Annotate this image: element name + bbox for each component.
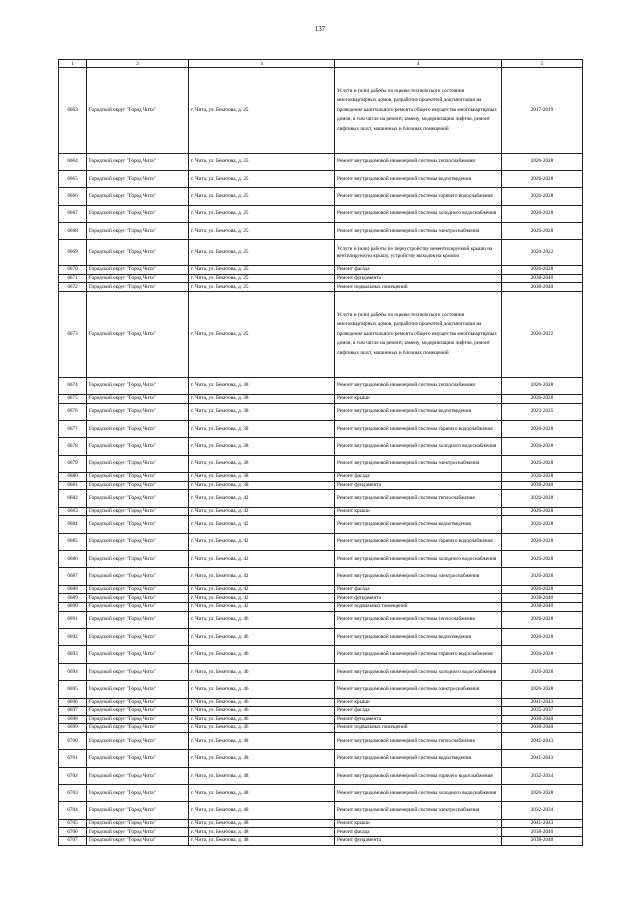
table-row xyxy=(59,283,583,292)
cell-municipality: Городской округ "Город Чита" xyxy=(87,223,189,240)
cell-number: 6664 xyxy=(59,153,87,170)
table-row xyxy=(59,785,583,802)
cell-number: 6691 xyxy=(59,611,87,628)
cell-municipality: Городской округ "Город Чита" xyxy=(87,732,189,749)
table-row xyxy=(59,611,583,628)
cell-number: 6682 xyxy=(59,490,87,507)
cell-number: 6702 xyxy=(59,767,87,784)
cell-municipality: Городской округ "Город Чита" xyxy=(87,594,189,603)
table-row xyxy=(59,585,583,594)
cell-period: 2026-2028 xyxy=(502,568,583,585)
table-row xyxy=(59,223,583,240)
cell-address: г. Чита, ул. Бекетова, д. 25 xyxy=(189,205,335,222)
cell-number: 6671 xyxy=(59,274,87,283)
cell-work-type: Ремонт внутридомовой инженерной системы водоотведения xyxy=(335,170,502,187)
cell-number: 6684 xyxy=(59,516,87,533)
cell-period: 2026-2028 xyxy=(502,785,583,802)
cell-number: 6700 xyxy=(59,732,87,749)
cell-municipality: Городской округ "Город Чита" xyxy=(87,568,189,585)
cell-work-type: Ремонт внутридомовой инженерной системы теплоснабжения xyxy=(335,377,502,394)
table-row xyxy=(59,490,583,507)
cell-address: г. Чита, ул. Бекетова, д. 48 xyxy=(189,837,335,846)
cell-address: г. Чита, ул. Бекетова, д. 25 xyxy=(189,188,335,205)
cell-address: г. Чита, ул. Бекетова, д. 25 xyxy=(189,170,335,187)
cell-period: 2026-2028 xyxy=(502,455,583,472)
cell-period: 2038-2040 xyxy=(502,715,583,724)
cell-period: 2038-2040 xyxy=(502,481,583,490)
cell-period: 2020-2022 xyxy=(502,240,583,266)
cell-address: г. Чита, ул. Бекетова, д. 46 xyxy=(189,715,335,724)
cell-work-type: Ремонт внутридомовой инженерной системы холодного водоснабжения xyxy=(335,663,502,680)
cell-number: 6701 xyxy=(59,750,87,767)
cell-period: 2023-2025 xyxy=(502,403,583,420)
cell-address: г. Чита, ул. Бекетова, д. 25 xyxy=(189,68,335,154)
cell-municipality: Городской округ "Город Чита" xyxy=(87,438,189,455)
cell-number: 6686 xyxy=(59,551,87,568)
cell-municipality: Городской округ "Город Чита" xyxy=(87,490,189,507)
table-body xyxy=(59,68,583,846)
table-row xyxy=(59,205,583,222)
cell-work-type: Ремонт фасада xyxy=(335,266,502,275)
cell-period: 2026-2028 xyxy=(502,663,583,680)
table-row xyxy=(59,170,583,187)
cell-period: 2020-2022 xyxy=(502,292,583,378)
cell-number: 6669 xyxy=(59,240,87,266)
cell-number: 6676 xyxy=(59,403,87,420)
cell-number: 6679 xyxy=(59,455,87,472)
cell-number: 6685 xyxy=(59,533,87,550)
cell-work-type: Ремонт внутридомовой инженерной системы водоотведения xyxy=(335,516,502,533)
cell-address: г. Чита, ул. Бекетова, д. 48 xyxy=(189,750,335,767)
table-row xyxy=(59,750,583,767)
cell-address: г. Чита, ул. Бекетова, д. 25 xyxy=(189,292,335,378)
cell-number: 6675 xyxy=(59,394,87,403)
cell-period: 2041-2043 xyxy=(502,819,583,828)
cell-work-type: Ремонт внутридомовой инженерной системы электроснабжения xyxy=(335,223,502,240)
cell-period: 2038-2040 xyxy=(502,603,583,612)
table-row xyxy=(59,646,583,663)
cell-work-type: Ремонт фасада xyxy=(335,828,502,837)
cell-address: г. Чита, ул. Бекетова, д. 46 xyxy=(189,663,335,680)
cell-municipality: Городской округ "Город Чита" xyxy=(87,507,189,516)
cell-number: 6663 xyxy=(59,68,87,154)
table-row xyxy=(59,403,583,420)
table-row xyxy=(59,767,583,784)
cell-municipality: Городской округ "Город Чита" xyxy=(87,188,189,205)
cell-work-type: Ремонт фундамента xyxy=(335,274,502,283)
cell-number: 6699 xyxy=(59,724,87,733)
cell-work-type: Ремонт фундамента xyxy=(335,715,502,724)
cell-address: г. Чита, ул. Бекетова, д. 38 xyxy=(189,394,335,403)
cell-number: 6678 xyxy=(59,438,87,455)
cell-period: 2026-2028 xyxy=(502,438,583,455)
cell-number: 6707 xyxy=(59,837,87,846)
cell-municipality: Городской округ "Город Чита" xyxy=(87,698,189,707)
cell-address: г. Чита, ул. Бекетова, д. 38 xyxy=(189,473,335,482)
cell-municipality: Городской округ "Город Чита" xyxy=(87,170,189,187)
cell-number: 6693 xyxy=(59,646,87,663)
cell-period: 2026-2028 xyxy=(502,646,583,663)
cell-number: 6689 xyxy=(59,594,87,603)
cell-work-type: Ремонт подвальных помещений xyxy=(335,603,502,612)
cell-number: 6703 xyxy=(59,785,87,802)
cell-number: 6672 xyxy=(59,283,87,292)
cell-municipality: Городской округ "Город Чита" xyxy=(87,420,189,437)
page-number: 137 xyxy=(314,25,326,33)
table-row xyxy=(59,473,583,482)
cell-address: г. Чита, ул. Бекетова, д. 42 xyxy=(189,551,335,568)
cell-period: 2041-2043 xyxy=(502,732,583,749)
cell-work-type: Ремонт фундамента xyxy=(335,594,502,603)
cell-number: 6667 xyxy=(59,205,87,222)
cell-work-type: Ремонт внутридомовой инженерной системы водоотведения xyxy=(335,628,502,645)
cell-address: г. Чита, ул. Бекетова, д. 38 xyxy=(189,420,335,437)
cell-number: 6692 xyxy=(59,628,87,645)
cell-municipality: Городской округ "Город Чита" xyxy=(87,551,189,568)
cell-period: 2026-2028 xyxy=(502,266,583,275)
cell-number: 6690 xyxy=(59,603,87,612)
column-header-address: 3 xyxy=(189,60,335,68)
column-header-period: 5 xyxy=(502,60,583,68)
cell-number: 6681 xyxy=(59,481,87,490)
cell-period: 2026-2028 xyxy=(502,551,583,568)
cell-municipality: Городской округ "Город Чита" xyxy=(87,283,189,292)
cell-work-type: Ремонт фасада xyxy=(335,707,502,716)
table-row xyxy=(59,533,583,550)
cell-address: г. Чита, ул. Бекетова, д. 25 xyxy=(189,283,335,292)
cell-municipality: Городской округ "Город Чита" xyxy=(87,681,189,698)
cell-period: 2017-2019 xyxy=(502,68,583,154)
cell-municipality: Городской округ "Город Чита" xyxy=(87,153,189,170)
cell-work-type: Ремонт внутридомовой инженерной системы холодного водоснабжения xyxy=(335,205,502,222)
cell-number: 6705 xyxy=(59,819,87,828)
column-header-municipality: 2 xyxy=(87,60,189,68)
cell-work-type: Ремонт крыши xyxy=(335,507,502,516)
cell-municipality: Городской округ "Город Чита" xyxy=(87,394,189,403)
cell-municipality: Городской округ "Город Чита" xyxy=(87,240,189,266)
cell-municipality: Городской округ "Город Чита" xyxy=(87,724,189,733)
cell-address: г. Чита, ул. Бекетова, д. 42 xyxy=(189,585,335,594)
cell-work-type: Ремонт внутридомовой инженерной системы теплоснабжения xyxy=(335,490,502,507)
cell-work-type: Ремонт крыши xyxy=(335,819,502,828)
cell-address: г. Чита, ул. Бекетова, д. 38 xyxy=(189,377,335,394)
cell-number: 6696 xyxy=(59,698,87,707)
table-row xyxy=(59,681,583,698)
cell-municipality: Городской округ "Город Чита" xyxy=(87,481,189,490)
cell-number: 6680 xyxy=(59,473,87,482)
cell-municipality: Городской округ "Город Чита" xyxy=(87,646,189,663)
cell-number: 6674 xyxy=(59,377,87,394)
cell-address: г. Чита, ул. Бекетова, д. 42 xyxy=(189,594,335,603)
cell-number: 6665 xyxy=(59,170,87,187)
table-row xyxy=(59,153,583,170)
table-row xyxy=(59,715,583,724)
cell-work-type: Ремонт внутридомовой инженерной системы теплоснабжения xyxy=(335,611,502,628)
cell-work-type: Ремонт внутридомовой инженерной системы электроснабжения xyxy=(335,455,502,472)
cell-address: г. Чита, ул. Бекетова, д. 46 xyxy=(189,611,335,628)
cell-period: 2038-2040 xyxy=(502,724,583,733)
cell-work-type: Ремонт внутридомовой инженерной системы холодного водоснабжения xyxy=(335,551,502,568)
cell-work-type: Ремонт фундамента xyxy=(335,837,502,846)
cell-address: г. Чита, ул. Бекетова, д. 42 xyxy=(189,533,335,550)
cell-work-type: Ремонт внутридомовой инженерной системы электроснабжения xyxy=(335,681,502,698)
cell-period: 2026-2028 xyxy=(502,533,583,550)
table-row xyxy=(59,68,583,154)
cell-municipality: Городской округ "Город Чита" xyxy=(87,819,189,828)
cell-address: г. Чита, ул. Бекетова, д. 46 xyxy=(189,681,335,698)
table-row xyxy=(59,603,583,612)
cell-address: г. Чита, ул. Бекетова, д. 42 xyxy=(189,490,335,507)
cell-work-type: Ремонт внутридомовой инженерной системы горячего водоснабжения xyxy=(335,188,502,205)
table-row xyxy=(59,507,583,516)
cell-municipality: Городской округ "Город Чита" xyxy=(87,533,189,550)
cell-address: г. Чита, ул. Бекетова, д. 48 xyxy=(189,802,335,819)
table-row xyxy=(59,266,583,275)
cell-number: 6668 xyxy=(59,223,87,240)
cell-number: 6706 xyxy=(59,828,87,837)
cell-address: г. Чита, ул. Бекетова, д. 25 xyxy=(189,240,335,266)
cell-number: 6704 xyxy=(59,802,87,819)
cell-period: 2026-2028 xyxy=(502,223,583,240)
cell-period: 2032-2034 xyxy=(502,767,583,784)
cell-municipality: Городской округ "Город Чита" xyxy=(87,205,189,222)
table-row xyxy=(59,828,583,837)
cell-municipality: Городской округ "Город Чита" xyxy=(87,603,189,612)
cell-municipality: Городской округ "Город Чита" xyxy=(87,828,189,837)
cell-address: г. Чита, ул. Бекетова, д. 48 xyxy=(189,767,335,784)
cell-address: г. Чита, ул. Бекетова, д. 46 xyxy=(189,724,335,733)
cell-work-type: Ремонт крыши xyxy=(335,698,502,707)
cell-municipality: Городской округ "Город Чита" xyxy=(87,750,189,767)
cell-work-type: Ремонт внутридомовой инженерной системы горячего водоснабжения xyxy=(335,767,502,784)
cell-municipality: Городской округ "Город Чита" xyxy=(87,837,189,846)
cell-work-type: Ремонт подвальных помещений xyxy=(335,283,502,292)
table-row xyxy=(59,837,583,846)
cell-address: г. Чита, ул. Бекетова, д. 48 xyxy=(189,732,335,749)
table-row xyxy=(59,274,583,283)
cell-period: 2026-2028 xyxy=(502,473,583,482)
cell-number: 6687 xyxy=(59,568,87,585)
column-header-number: 1 xyxy=(59,60,87,68)
cell-municipality: Городской округ "Город Чита" xyxy=(87,403,189,420)
cell-period: 2026-2028 xyxy=(502,516,583,533)
cell-municipality: Городской округ "Город Чита" xyxy=(87,377,189,394)
cell-period: 2026-2028 xyxy=(502,681,583,698)
cell-period: 2026-2028 xyxy=(502,490,583,507)
cell-municipality: Городской округ "Город Чита" xyxy=(87,585,189,594)
cell-address: г. Чита, ул. Бекетова, д. 38 xyxy=(189,403,335,420)
cell-work-type: Ремонт фасада xyxy=(335,473,502,482)
cell-number: 6683 xyxy=(59,507,87,516)
cell-work-type: Ремонт крыши xyxy=(335,394,502,403)
table-row xyxy=(59,724,583,733)
cell-municipality: Городской округ "Город Чита" xyxy=(87,611,189,628)
cell-work-type: Ремонт внутридомовой инженерной системы электроснабжения xyxy=(335,802,502,819)
cell-work-type: Ремонт внутридомовой инженерной системы электроснабжения xyxy=(335,568,502,585)
table-row xyxy=(59,594,583,603)
column-header-work-type: 4 xyxy=(335,60,502,68)
cell-period: 2035-2037 xyxy=(502,707,583,716)
cell-municipality: Городской округ "Город Чита" xyxy=(87,473,189,482)
cell-number: 6698 xyxy=(59,715,87,724)
capital-repair-table xyxy=(58,59,583,846)
table-row xyxy=(59,732,583,749)
cell-municipality: Городской округ "Город Чита" xyxy=(87,274,189,283)
cell-address: г. Чита, ул. Бекетова, д. 46 xyxy=(189,707,335,716)
table-row xyxy=(59,698,583,707)
cell-work-type: Ремонт внутридомовой инженерной системы горячего водоснабжения xyxy=(335,420,502,437)
table-row xyxy=(59,481,583,490)
cell-address: г. Чита, ул. Бекетова, д. 46 xyxy=(189,646,335,663)
cell-address: г. Чита, ул. Бекетова, д. 42 xyxy=(189,603,335,612)
cell-municipality: Городской округ "Город Чита" xyxy=(87,628,189,645)
header-row xyxy=(59,60,583,68)
table-row xyxy=(59,455,583,472)
table-row xyxy=(59,568,583,585)
cell-municipality: Городской округ "Город Чита" xyxy=(87,767,189,784)
cell-address: г. Чита, ул. Бекетова, д. 25 xyxy=(189,274,335,283)
cell-period: 2026-2028 xyxy=(502,205,583,222)
cell-period: 2026-2028 xyxy=(502,628,583,645)
cell-number: 6695 xyxy=(59,681,87,698)
cell-number: 6697 xyxy=(59,707,87,716)
cell-municipality: Городской округ "Город Чита" xyxy=(87,802,189,819)
cell-period: 2038-2040 xyxy=(502,837,583,846)
cell-work-type: Ремонт внутридомовой инженерной системы холодного водоснабжения xyxy=(335,438,502,455)
cell-work-type: Услуги и (или) работы по оценке технического состояния многоквартирных домов, разработке проектной документации на проведение капитального ремонта общего имущества многоквартирных домов, в том числе на ремонт, замену, модернизацию лифтов, ремонт лифтовых шахт, машинных и блочных помещений xyxy=(335,292,502,378)
cell-address: г. Чита, ул. Бекетова, д. 42 xyxy=(189,568,335,585)
cell-municipality: Городской округ "Город Чита" xyxy=(87,707,189,716)
cell-address: г. Чита, ул. Бекетова, д. 38 xyxy=(189,455,335,472)
cell-work-type: Услуги и (или) работы по переустройству невентилируемой крыши на вентилируемую крышу, устройству выходов на кровлю xyxy=(335,240,502,266)
table-row xyxy=(59,663,583,680)
table-row xyxy=(59,240,583,266)
table-row xyxy=(59,628,583,645)
cell-municipality: Городской округ "Город Чита" xyxy=(87,785,189,802)
cell-municipality: Городской округ "Город Чита" xyxy=(87,266,189,275)
cell-number: 6677 xyxy=(59,420,87,437)
cell-address: г. Чита, ул. Бекетова, д. 48 xyxy=(189,785,335,802)
cell-period: 2026-2028 xyxy=(502,153,583,170)
cell-period: 2026-2028 xyxy=(502,420,583,437)
table-row xyxy=(59,438,583,455)
cell-address: г. Чита, ул. Бекетова, д. 25 xyxy=(189,153,335,170)
cell-work-type: Ремонт внутридомовой инженерной системы водоотведения xyxy=(335,750,502,767)
cell-work-type: Ремонт внутридомовой инженерной системы горячего водоснабжения xyxy=(335,646,502,663)
cell-period: 2026-2028 xyxy=(502,585,583,594)
cell-number: 6670 xyxy=(59,266,87,275)
cell-work-type: Ремонт фасада xyxy=(335,585,502,594)
cell-address: г. Чита, ул. Бекетова, д. 38 xyxy=(189,438,335,455)
cell-municipality: Городской округ "Город Чита" xyxy=(87,68,189,154)
cell-period: 2026-2028 xyxy=(502,188,583,205)
cell-period: 2041-2043 xyxy=(502,698,583,707)
cell-address: г. Чита, ул. Бекетова, д. 46 xyxy=(189,698,335,707)
table-row xyxy=(59,188,583,205)
cell-work-type: Ремонт внутридомовой инженерной системы горячего водоснабжения xyxy=(335,533,502,550)
cell-number: 6666 xyxy=(59,188,87,205)
cell-number: 6673 xyxy=(59,292,87,378)
cell-municipality: Городской округ "Город Чита" xyxy=(87,455,189,472)
table-row xyxy=(59,516,583,533)
cell-municipality: Городской округ "Город Чита" xyxy=(87,292,189,378)
cell-period: 2026-2028 xyxy=(502,507,583,516)
table-row xyxy=(59,819,583,828)
cell-address: г. Чита, ул. Бекетова, д. 42 xyxy=(189,516,335,533)
cell-address: г. Чита, ул. Бекетова, д. 42 xyxy=(189,507,335,516)
cell-municipality: Городской округ "Город Чита" xyxy=(87,663,189,680)
cell-work-type: Услуги и (или) работы по оценке технического состояния многоквартирных домов, разработке проектной документации на проведение капитального ремонта общего имущества многоквартирных домов, в том числе на ремонт, замену, модернизацию лифтов, ремонт лифтовых шахт, машинных и блочных помещений xyxy=(335,68,502,154)
cell-municipality: Городской округ "Город Чита" xyxy=(87,516,189,533)
cell-address: г. Чита, ул. Бекетова, д. 48 xyxy=(189,828,335,837)
table-row xyxy=(59,802,583,819)
table-row xyxy=(59,420,583,437)
table-row xyxy=(59,707,583,716)
cell-work-type: Ремонт фундамента xyxy=(335,481,502,490)
cell-address: г. Чита, ул. Бекетова, д. 38 xyxy=(189,481,335,490)
cell-address: г. Чита, ул. Бекетова, д. 46 xyxy=(189,628,335,645)
table-row xyxy=(59,551,583,568)
cell-period: 2041-2043 xyxy=(502,750,583,767)
cell-work-type: Ремонт внутридомовой инженерной системы водоотведения xyxy=(335,403,502,420)
cell-work-type: Ремонт внутридомовой инженерной системы теплоснабжения xyxy=(335,732,502,749)
cell-period: 2038-2040 xyxy=(502,594,583,603)
cell-period: 2026-2028 xyxy=(502,394,583,403)
cell-period: 2038-2040 xyxy=(502,274,583,283)
cell-period: 2026-2028 xyxy=(502,611,583,628)
cell-work-type: Ремонт подвальных помещений xyxy=(335,724,502,733)
table-row xyxy=(59,292,583,378)
cell-number: 6688 xyxy=(59,585,87,594)
cell-number: 6694 xyxy=(59,663,87,680)
cell-period: 2032-2034 xyxy=(502,802,583,819)
table-row xyxy=(59,394,583,403)
cell-address: г. Чита, ул. Бекетова, д. 25 xyxy=(189,223,335,240)
cell-work-type: Ремонт внутридомовой инженерной системы холодного водоснабжения xyxy=(335,785,502,802)
cell-period: 2026-2028 xyxy=(502,377,583,394)
cell-period: 2026-2028 xyxy=(502,170,583,187)
cell-municipality: Городской округ "Город Чита" xyxy=(87,715,189,724)
cell-address: г. Чита, ул. Бекетова, д. 25 xyxy=(189,266,335,275)
table-row xyxy=(59,377,583,394)
cell-period: 2038-2040 xyxy=(502,283,583,292)
cell-address: г. Чита, ул. Бекетова, д. 48 xyxy=(189,819,335,828)
cell-work-type: Ремонт внутридомовой инженерной системы теплоснабжения xyxy=(335,153,502,170)
cell-period: 2038-2040 xyxy=(502,828,583,837)
